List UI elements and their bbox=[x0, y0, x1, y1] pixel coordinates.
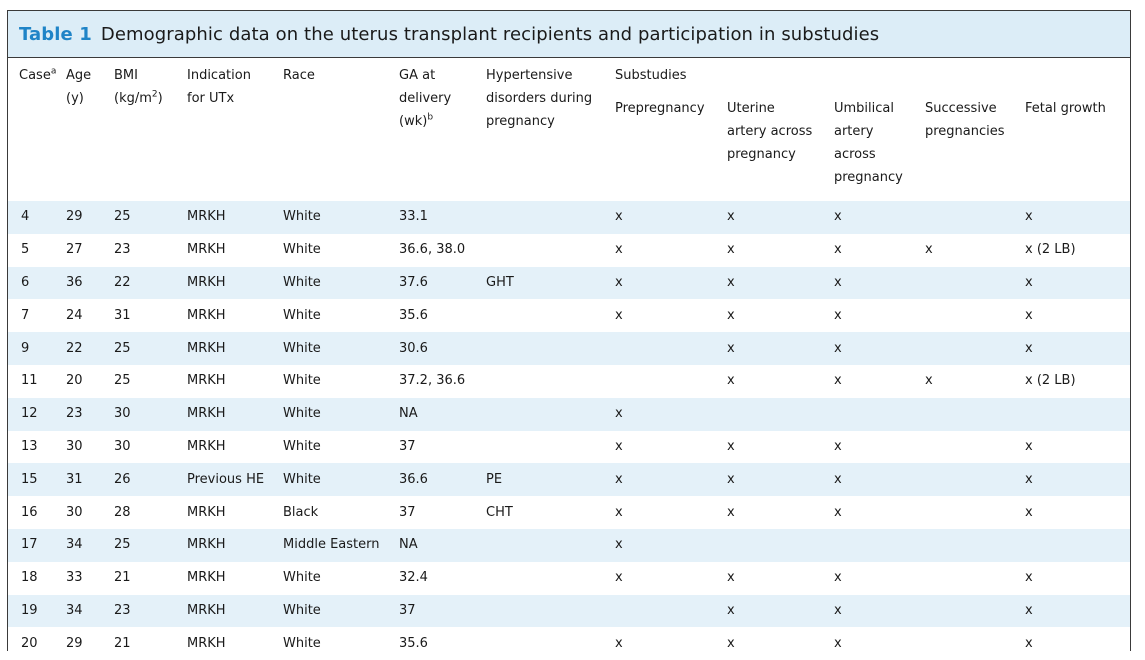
table-row bbox=[8, 627, 1130, 660]
cell-bmi: 22 bbox=[114, 267, 187, 300]
cell-ga-at-delivery: NA bbox=[399, 529, 486, 562]
cell-case: 6 bbox=[8, 267, 66, 300]
table-row bbox=[8, 496, 1130, 529]
cell-bmi: 28 bbox=[114, 496, 187, 529]
cell-race: White bbox=[283, 627, 399, 660]
cell-prepregnancy: x bbox=[615, 496, 727, 529]
cell-case: 9 bbox=[8, 332, 66, 365]
cell-prepregnancy: x bbox=[615, 463, 727, 496]
cell-umbilical-artery: x bbox=[834, 627, 925, 660]
cell-successive-pregnancies bbox=[925, 529, 1025, 562]
cell-case: 18 bbox=[8, 562, 66, 595]
cell-case: 16 bbox=[8, 496, 66, 529]
cell-hypertensive bbox=[486, 529, 615, 562]
cell-indication: MRKH bbox=[187, 332, 283, 365]
cell-indication: MRKH bbox=[187, 627, 283, 660]
header-indication: Indication for UTx bbox=[187, 68, 251, 106]
cell-umbilical-artery: x bbox=[834, 595, 925, 628]
cell-race: Middle Eastern bbox=[283, 529, 399, 562]
cell-uterine-artery: x bbox=[727, 234, 834, 267]
cell-prepregnancy: x bbox=[615, 529, 727, 562]
cell-age: 30 bbox=[66, 496, 114, 529]
cell-ga-at-delivery: 35.6 bbox=[399, 627, 486, 660]
cell-case: 17 bbox=[8, 529, 66, 562]
cell-case: 15 bbox=[8, 463, 66, 496]
cell-fetal-growth: x bbox=[1025, 332, 1130, 365]
cell-fetal-growth: x bbox=[1025, 627, 1130, 660]
header-row bbox=[8, 58, 1130, 201]
cell-uterine-artery bbox=[727, 398, 834, 431]
cell-prepregnancy: x bbox=[615, 562, 727, 595]
cell-case: 12 bbox=[8, 398, 66, 431]
table-row bbox=[8, 529, 1130, 562]
data-table bbox=[8, 58, 1130, 660]
cell-ga-at-delivery: 36.6, 38.0 bbox=[399, 234, 486, 267]
cell-race: White bbox=[283, 201, 399, 234]
cell-umbilical-artery: x bbox=[834, 431, 925, 464]
cell-case: 20 bbox=[8, 627, 66, 660]
cell-fetal-growth: x bbox=[1025, 496, 1130, 529]
cell-fetal-growth: x bbox=[1025, 595, 1130, 628]
table-caption bbox=[8, 11, 1130, 58]
cell-age: 30 bbox=[66, 431, 114, 464]
cell-successive-pregnancies bbox=[925, 332, 1025, 365]
cell-umbilical-artery: x bbox=[834, 463, 925, 496]
cell-fetal-growth: x bbox=[1025, 299, 1130, 332]
cell-ga-at-delivery: NA bbox=[399, 398, 486, 431]
cell-ga-at-delivery: 32.4 bbox=[399, 562, 486, 595]
cell-umbilical-artery: x bbox=[834, 201, 925, 234]
header-substudies: Substudies bbox=[615, 68, 687, 83]
header-prepregnancy: Substudies Prepregnancy bbox=[615, 58, 727, 201]
cell-bmi: 21 bbox=[114, 627, 187, 660]
table-title: Demographic data on the uterus transplant recipients and participation in substudies bbox=[100, 23, 880, 45]
cell-race: White bbox=[283, 332, 399, 365]
cell-case: 4 bbox=[8, 201, 66, 234]
cell-uterine-artery: x bbox=[727, 595, 834, 628]
header-successive: Successive pregnancies bbox=[925, 101, 1005, 139]
cell-ga-at-delivery: 37 bbox=[399, 595, 486, 628]
cell-umbilical-artery: x bbox=[834, 332, 925, 365]
cell-race: White bbox=[283, 234, 399, 267]
cell-uterine-artery: x bbox=[727, 562, 834, 595]
cell-umbilical-artery: x bbox=[834, 299, 925, 332]
cell-race: White bbox=[283, 398, 399, 431]
cell-prepregnancy: x bbox=[615, 398, 727, 431]
cell-umbilical-artery: x bbox=[834, 496, 925, 529]
cell-race: White bbox=[283, 299, 399, 332]
cell-race: Black bbox=[283, 496, 399, 529]
header-uterine: Uterine artery across pregnancy bbox=[727, 101, 813, 162]
cell-fetal-growth: x bbox=[1025, 267, 1130, 300]
table-row bbox=[8, 463, 1130, 496]
table-row bbox=[8, 365, 1130, 398]
cell-age: 20 bbox=[66, 365, 114, 398]
cell-uterine-artery: x bbox=[727, 201, 834, 234]
cell-successive-pregnancies bbox=[925, 299, 1025, 332]
cell-hypertensive: GHT bbox=[486, 267, 615, 300]
cell-age: 34 bbox=[66, 595, 114, 628]
cell-umbilical-artery bbox=[834, 398, 925, 431]
cell-hypertensive bbox=[486, 431, 615, 464]
cell-ga-at-delivery: 37 bbox=[399, 431, 486, 464]
cell-bmi: 21 bbox=[114, 562, 187, 595]
cell-hypertensive bbox=[486, 627, 615, 660]
table-row bbox=[8, 332, 1130, 365]
cell-prepregnancy: x bbox=[615, 299, 727, 332]
cell-indication: MRKH bbox=[187, 595, 283, 628]
cell-uterine-artery: x bbox=[727, 267, 834, 300]
header-age: Age (y) bbox=[66, 68, 92, 106]
cell-ga-at-delivery: 37.2, 36.6 bbox=[399, 365, 486, 398]
cell-successive-pregnancies bbox=[925, 267, 1025, 300]
cell-fetal-growth: x (2 LB) bbox=[1025, 365, 1130, 398]
cell-age: 34 bbox=[66, 529, 114, 562]
header-ga: GA at delivery (wk)$^b$ bbox=[399, 68, 452, 129]
cell-race: White bbox=[283, 267, 399, 300]
cell-uterine-artery: x bbox=[727, 299, 834, 332]
cell-indication: MRKH bbox=[187, 201, 283, 234]
cell-fetal-growth: x bbox=[1025, 431, 1130, 464]
cell-age: 29 bbox=[66, 201, 114, 234]
cell-fetal-growth bbox=[1025, 398, 1130, 431]
cell-age: 33 bbox=[66, 562, 114, 595]
cell-prepregnancy: x bbox=[615, 234, 727, 267]
cell-prepregnancy: x bbox=[615, 431, 727, 464]
cell-successive-pregnancies bbox=[925, 496, 1025, 529]
cell-prepregnancy: x bbox=[615, 267, 727, 300]
cell-uterine-artery: x bbox=[727, 496, 834, 529]
cell-ga-at-delivery: 30.6 bbox=[399, 332, 486, 365]
cell-age: 22 bbox=[66, 332, 114, 365]
cell-umbilical-artery: x bbox=[834, 562, 925, 595]
cell-umbilical-artery: x bbox=[834, 365, 925, 398]
cell-bmi: 23 bbox=[114, 234, 187, 267]
cell-bmi: 26 bbox=[114, 463, 187, 496]
cell-race: White bbox=[283, 365, 399, 398]
cell-bmi: 23 bbox=[114, 595, 187, 628]
table-body bbox=[8, 201, 1130, 660]
cell-age: 36 bbox=[66, 267, 114, 300]
header-race: Race bbox=[283, 68, 315, 83]
cell-bmi: 25 bbox=[114, 332, 187, 365]
cell-indication: MRKH bbox=[187, 299, 283, 332]
cell-prepregnancy: x bbox=[615, 627, 727, 660]
cell-umbilical-artery: x bbox=[834, 234, 925, 267]
cell-fetal-growth: x bbox=[1025, 562, 1130, 595]
cell-indication: MRKH bbox=[187, 562, 283, 595]
cell-age: 31 bbox=[66, 463, 114, 496]
cell-hypertensive bbox=[486, 201, 615, 234]
cell-successive-pregnancies: x bbox=[925, 365, 1025, 398]
cell-indication: MRKH bbox=[187, 496, 283, 529]
cell-bmi: 30 bbox=[114, 431, 187, 464]
cell-fetal-growth: x bbox=[1025, 201, 1130, 234]
table-row bbox=[8, 234, 1130, 267]
cell-hypertensive: CHT bbox=[486, 496, 615, 529]
cell-hypertensive bbox=[486, 398, 615, 431]
cell-indication: MRKH bbox=[187, 529, 283, 562]
cell-fetal-growth: x bbox=[1025, 463, 1130, 496]
table-row bbox=[8, 201, 1130, 234]
cell-indication: MRKH bbox=[187, 365, 283, 398]
cell-race: White bbox=[283, 562, 399, 595]
cell-umbilical-artery: x bbox=[834, 267, 925, 300]
cell-umbilical-artery bbox=[834, 529, 925, 562]
header-fetal-growth: Fetal growth bbox=[1025, 101, 1106, 116]
demographic-table bbox=[7, 10, 1131, 651]
cell-indication: MRKH bbox=[187, 267, 283, 300]
cell-fetal-growth: x (2 LB) bbox=[1025, 234, 1130, 267]
cell-case: 7 bbox=[8, 299, 66, 332]
cell-hypertensive: PE bbox=[486, 463, 615, 496]
cell-age: 29 bbox=[66, 627, 114, 660]
cell-successive-pregnancies bbox=[925, 595, 1025, 628]
cell-prepregnancy bbox=[615, 365, 727, 398]
cell-prepregnancy bbox=[615, 332, 727, 365]
cell-case: 5 bbox=[8, 234, 66, 267]
cell-bmi: 25 bbox=[114, 201, 187, 234]
cell-bmi: 30 bbox=[114, 398, 187, 431]
cell-prepregnancy: x bbox=[615, 201, 727, 234]
header-bmi: BMI $(kg/m^2)$ bbox=[114, 68, 163, 106]
cell-successive-pregnancies bbox=[925, 398, 1025, 431]
table-row bbox=[8, 431, 1130, 464]
table-row bbox=[8, 398, 1130, 431]
cell-ga-at-delivery: 33.1 bbox=[399, 201, 486, 234]
cell-case: 19 bbox=[8, 595, 66, 628]
cell-uterine-artery: x bbox=[727, 627, 834, 660]
table-label: Table 1 bbox=[19, 23, 92, 45]
cell-bmi: 25 bbox=[114, 529, 187, 562]
cell-ga-at-delivery: 36.6 bbox=[399, 463, 486, 496]
cell-indication: Previous HE bbox=[187, 463, 283, 496]
cell-ga-at-delivery: 35.6 bbox=[399, 299, 486, 332]
cell-hypertensive bbox=[486, 332, 615, 365]
cell-uterine-artery: x bbox=[727, 463, 834, 496]
cell-hypertensive bbox=[486, 595, 615, 628]
table-row bbox=[8, 595, 1130, 628]
header-umbilical: Umbilical artery across pregnancy bbox=[834, 101, 903, 185]
cell-age: 27 bbox=[66, 234, 114, 267]
cell-case: 11 bbox=[8, 365, 66, 398]
cell-indication: MRKH bbox=[187, 234, 283, 267]
cell-hypertensive bbox=[486, 365, 615, 398]
header-hypertensive: Hypertensive disorders during pregnancy bbox=[486, 68, 593, 129]
cell-successive-pregnancies bbox=[925, 463, 1025, 496]
cell-successive-pregnancies bbox=[925, 562, 1025, 595]
cell-successive-pregnancies bbox=[925, 201, 1025, 234]
table-row bbox=[8, 562, 1130, 595]
cell-uterine-artery: x bbox=[727, 431, 834, 464]
table-row bbox=[8, 267, 1130, 300]
cell-bmi: 25 bbox=[114, 365, 187, 398]
cell-bmi: 31 bbox=[114, 299, 187, 332]
cell-successive-pregnancies bbox=[925, 627, 1025, 660]
cell-uterine-artery: x bbox=[727, 365, 834, 398]
cell-successive-pregnancies: x bbox=[925, 234, 1025, 267]
cell-ga-at-delivery: 37.6 bbox=[399, 267, 486, 300]
header-case: Case$^a$ bbox=[19, 66, 57, 83]
cell-hypertensive bbox=[486, 299, 615, 332]
cell-prepregnancy bbox=[615, 595, 727, 628]
cell-indication: MRKH bbox=[187, 398, 283, 431]
cell-successive-pregnancies bbox=[925, 431, 1025, 464]
table-row bbox=[8, 299, 1130, 332]
cell-hypertensive bbox=[486, 562, 615, 595]
cell-indication: MRKH bbox=[187, 431, 283, 464]
cell-fetal-growth bbox=[1025, 529, 1130, 562]
cell-uterine-artery bbox=[727, 529, 834, 562]
cell-ga-at-delivery: 37 bbox=[399, 496, 486, 529]
cell-case: 13 bbox=[8, 431, 66, 464]
cell-uterine-artery: x bbox=[727, 332, 834, 365]
cell-race: White bbox=[283, 595, 399, 628]
cell-age: 23 bbox=[66, 398, 114, 431]
cell-age: 24 bbox=[66, 299, 114, 332]
cell-race: White bbox=[283, 463, 399, 496]
cell-race: White bbox=[283, 431, 399, 464]
cell-hypertensive bbox=[486, 234, 615, 267]
